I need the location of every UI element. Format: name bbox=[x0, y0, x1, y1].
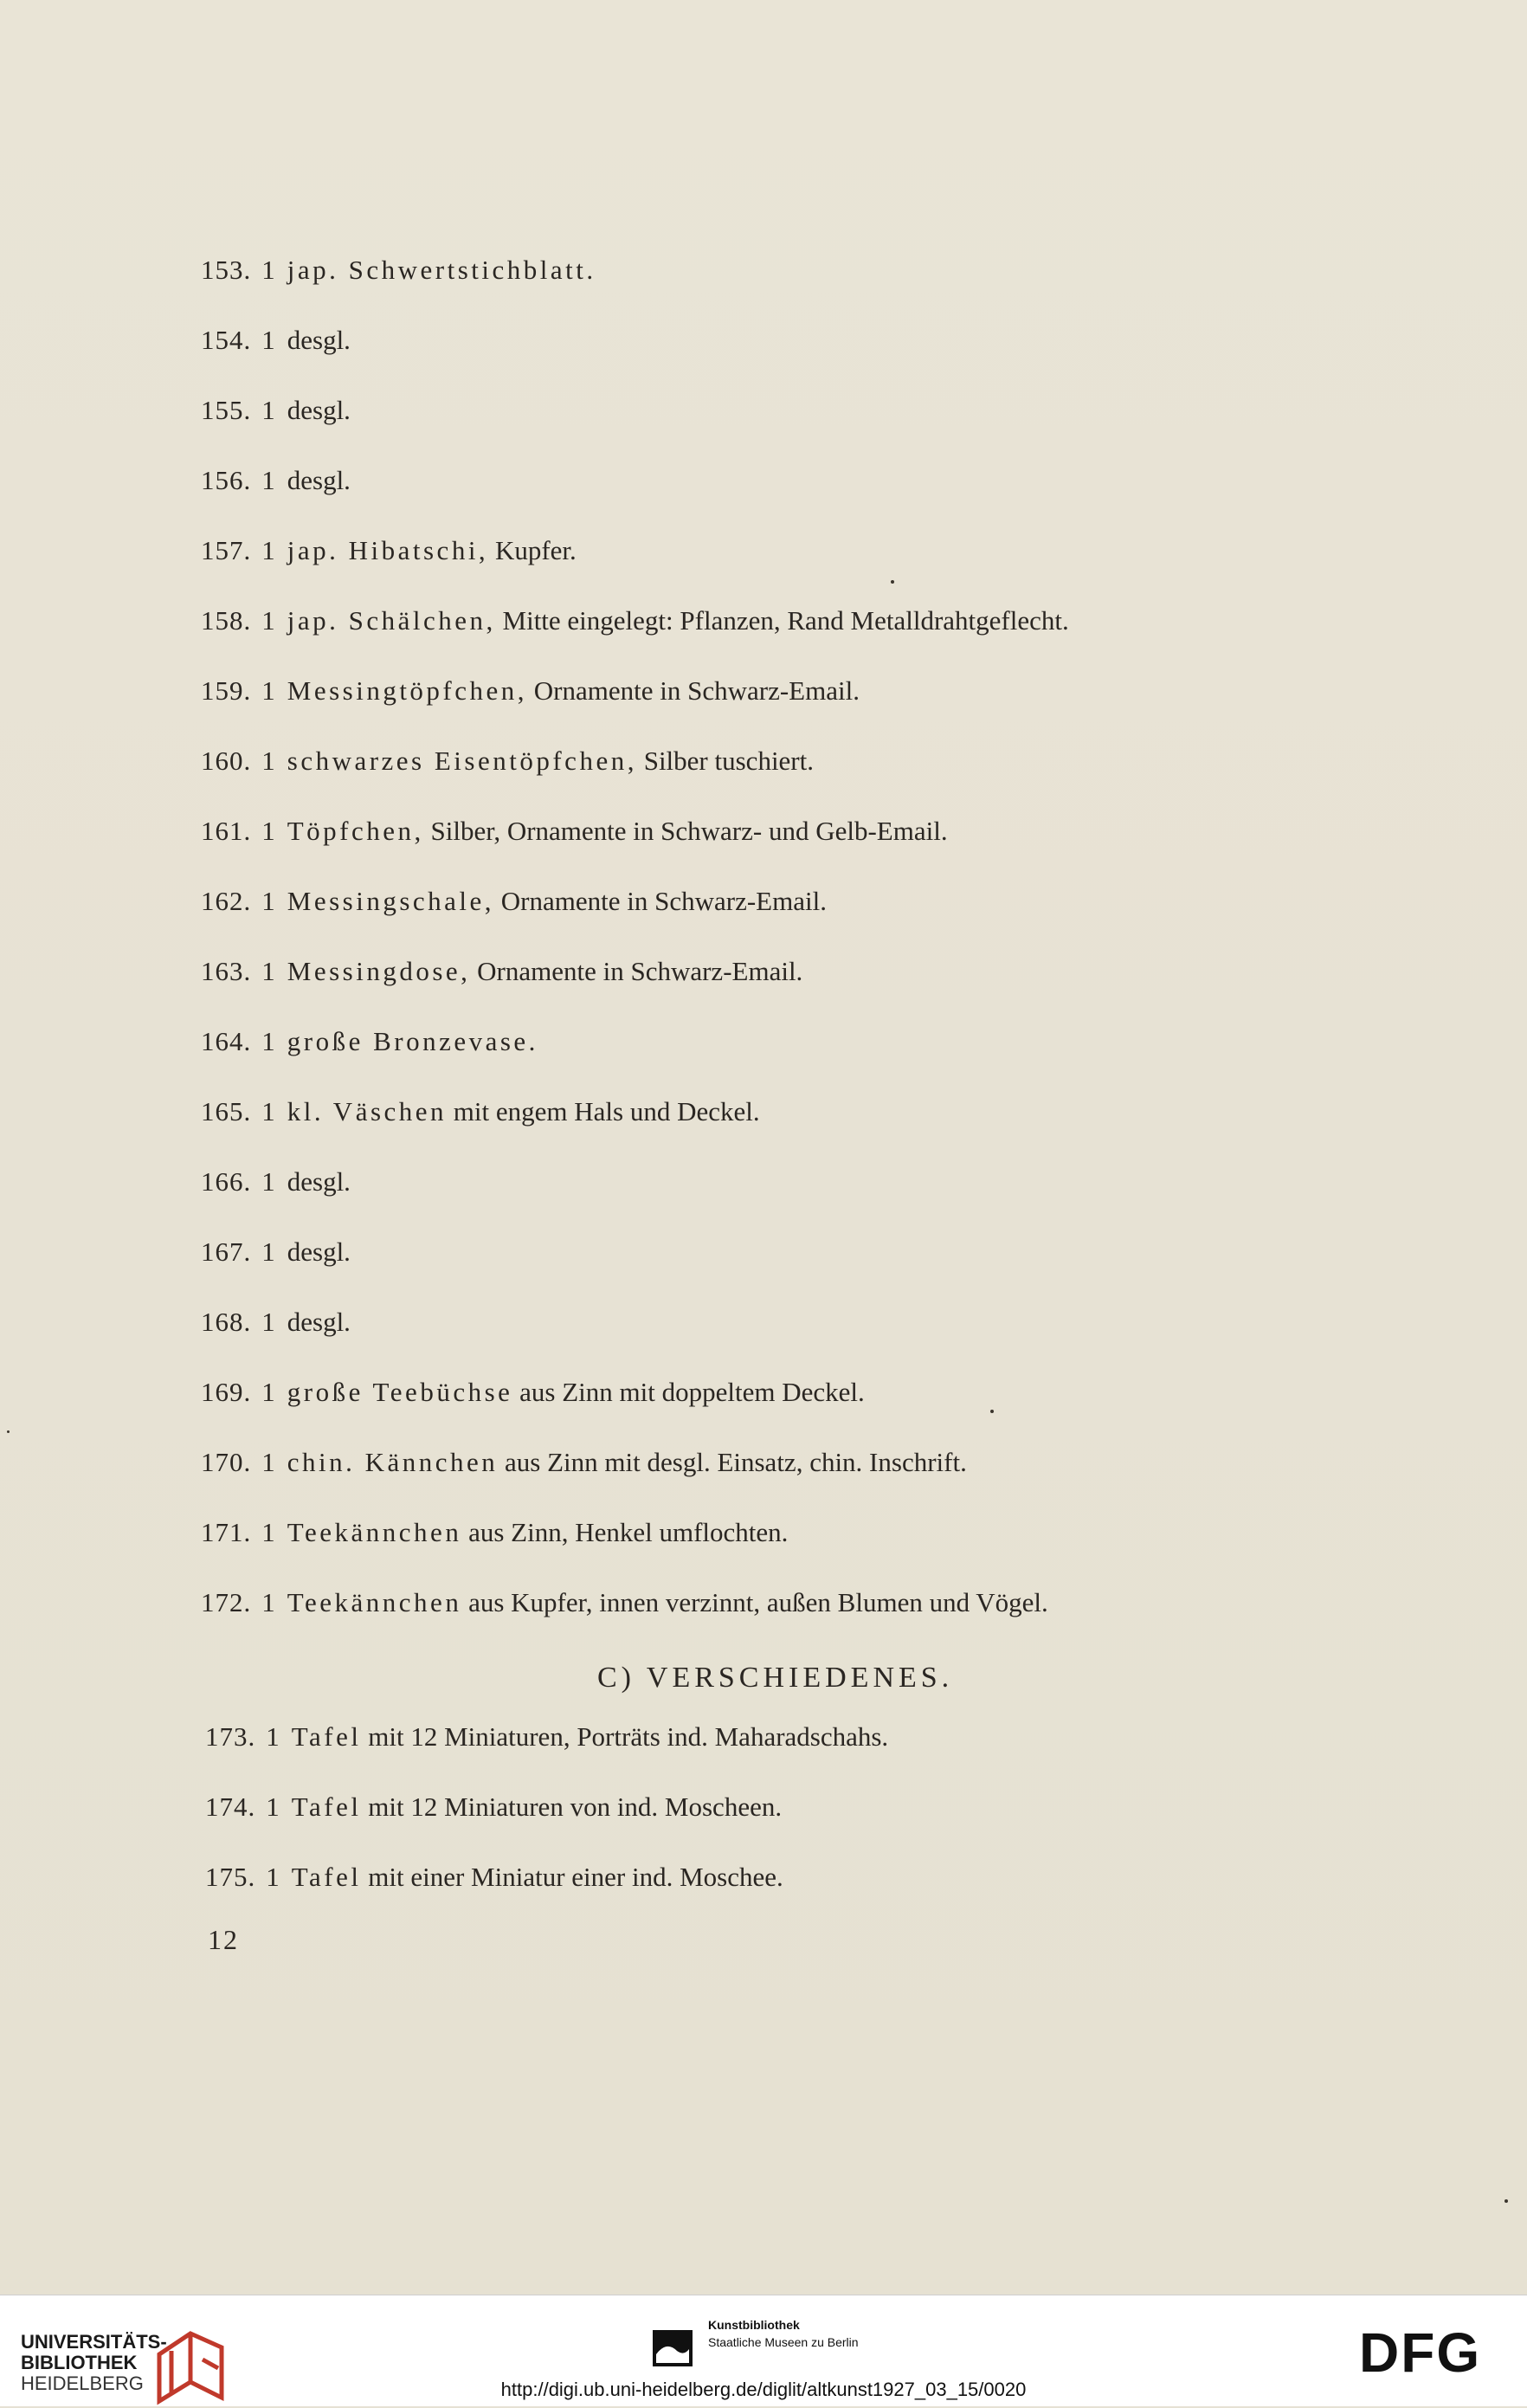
entry-quantity: 1 bbox=[261, 1447, 275, 1477]
entry-number: 166. bbox=[201, 1166, 252, 1197]
kunstbibliothek-mark-icon bbox=[651, 2328, 694, 2368]
paper-speck bbox=[990, 1410, 994, 1413]
entry-title-spaced: kl. Väschen bbox=[287, 1096, 448, 1127]
paper-speck bbox=[7, 1430, 10, 1433]
catalog-entry bbox=[201, 320, 1395, 390]
catalog-entry bbox=[205, 1856, 1400, 1927]
catalog-entry bbox=[201, 881, 1395, 951]
entry-number: 175. bbox=[205, 1862, 256, 1892]
catalog-entry bbox=[201, 1442, 1395, 1512]
entry-quantity: 1 bbox=[261, 1587, 275, 1617]
catalog-entry bbox=[201, 1512, 1395, 1582]
entry-description: mit einer Miniatur einer ind. Moschee. bbox=[368, 1862, 783, 1892]
entry-title-spaced: Tafel bbox=[291, 1791, 362, 1822]
entry-quantity: 1 bbox=[261, 1096, 275, 1127]
entry-title-spaced: jap. Schwertstichblatt. bbox=[287, 255, 596, 285]
catalog-entry bbox=[201, 600, 1395, 670]
entry-number: 157. bbox=[201, 535, 252, 565]
entry-number: 167. bbox=[201, 1236, 252, 1267]
entry-description: aus Kupfer, innen verzinnt, außen Blumen und Vögel. bbox=[468, 1587, 1048, 1617]
ub-logo-line1: UNIVERSITÄTS- bbox=[21, 2331, 167, 2353]
paper-speck bbox=[1504, 2199, 1508, 2203]
entry-description: mit 12 Miniaturen, Porträts ind. Maharadschahs. bbox=[368, 1721, 889, 1752]
catalog-section-list bbox=[205, 1716, 1400, 1927]
entry-description: desgl. bbox=[287, 1236, 351, 1267]
entry-title-spaced: große Bronzevase. bbox=[287, 1026, 538, 1056]
ub-logo-line2: BIBLIOTHEK bbox=[21, 2352, 138, 2373]
entry-number: 173. bbox=[205, 1721, 256, 1752]
entry-quantity: 1 bbox=[261, 746, 275, 776]
entry-description: Ornamente in Schwarz-Email. bbox=[533, 675, 860, 706]
entry-description: mit engem Hals und Deckel. bbox=[453, 1096, 760, 1127]
catalog-entry bbox=[201, 951, 1395, 1021]
entry-number: 153. bbox=[201, 255, 252, 285]
digitization-footer bbox=[0, 2295, 1527, 2406]
entry-quantity: 1 bbox=[261, 255, 275, 285]
catalog-entry bbox=[205, 1786, 1400, 1856]
entry-number: 174. bbox=[205, 1791, 256, 1822]
catalog-entry bbox=[201, 1021, 1395, 1091]
page-number: 12 bbox=[208, 1924, 239, 1955]
entry-title-spaced: chin. Kännchen bbox=[287, 1447, 499, 1477]
entry-quantity: 1 bbox=[266, 1862, 280, 1892]
catalog-entry bbox=[205, 1716, 1400, 1786]
catalog-entry-list bbox=[201, 249, 1395, 1652]
entry-description: desgl. bbox=[287, 395, 351, 425]
entry-description: mit 12 Miniaturen von ind. Moscheen. bbox=[368, 1791, 783, 1822]
entry-number: 170. bbox=[201, 1447, 252, 1477]
catalog-entry bbox=[201, 1301, 1395, 1372]
entry-description: aus Zinn mit doppeltem Deckel. bbox=[519, 1377, 865, 1407]
entry-title-spaced: Tafel bbox=[291, 1862, 362, 1892]
catalog-entry bbox=[201, 249, 1395, 320]
entry-description: desgl. bbox=[287, 325, 351, 355]
entry-number: 165. bbox=[201, 1096, 252, 1127]
entry-quantity: 1 bbox=[261, 465, 275, 495]
paper-speck bbox=[891, 580, 894, 584]
catalog-entry bbox=[201, 670, 1395, 740]
entry-quantity: 1 bbox=[261, 1377, 275, 1407]
entry-description: Mitte eingelegt: Pflanzen, Rand Metalldrahtgeflecht. bbox=[502, 605, 1069, 636]
entry-description: desgl. bbox=[287, 1166, 351, 1197]
catalog-entry bbox=[201, 1582, 1395, 1652]
entry-description: Ornamente in Schwarz-Email. bbox=[500, 886, 827, 916]
entry-quantity: 1 bbox=[261, 1026, 275, 1056]
catalog-entry bbox=[201, 810, 1395, 881]
entry-description: Silber tuschiert. bbox=[643, 746, 814, 776]
entry-quantity: 1 bbox=[261, 956, 275, 986]
section-heading: C) VERSCHIEDENES. bbox=[597, 1662, 954, 1694]
entry-number: 154. bbox=[201, 325, 252, 355]
catalog-entry bbox=[201, 530, 1395, 600]
entry-number: 160. bbox=[201, 746, 252, 776]
source-url[interactable]: http://digi.ub.uni-heidelberg.de/diglit/altkunst1927_03_15/0020 bbox=[500, 2379, 1027, 2400]
entry-number: 155. bbox=[201, 395, 252, 425]
entry-description: Silber, Ornamente in Schwarz- und Gelb-Email. bbox=[430, 816, 948, 846]
entry-title-spaced: Messingschale, bbox=[287, 886, 495, 916]
entry-description: Kupfer. bbox=[494, 535, 577, 565]
entry-number: 159. bbox=[201, 675, 252, 706]
catalog-entry bbox=[201, 1091, 1395, 1161]
entry-quantity: 1 bbox=[266, 1721, 280, 1752]
entry-quantity: 1 bbox=[261, 886, 275, 916]
entry-title-spaced: große Teebüchse bbox=[287, 1377, 513, 1407]
entry-number: 171. bbox=[201, 1517, 252, 1547]
kunstbibliothek-title: Kunstbibliothek bbox=[708, 2318, 800, 2332]
entry-quantity: 1 bbox=[261, 1307, 275, 1337]
entry-title-spaced: jap. Hibatschi, bbox=[287, 535, 489, 565]
entry-title-spaced: jap. Schälchen, bbox=[287, 605, 496, 636]
entry-quantity: 1 bbox=[261, 535, 275, 565]
catalog-entry bbox=[201, 740, 1395, 810]
entry-description: aus Zinn mit desgl. Einsatz, chin. Inschrift. bbox=[505, 1447, 967, 1477]
catalog-entry bbox=[201, 1372, 1395, 1442]
entry-title-spaced: Töpfchen, bbox=[287, 816, 424, 846]
entry-number: 163. bbox=[201, 956, 252, 986]
entry-quantity: 1 bbox=[261, 1236, 275, 1267]
catalog-entry bbox=[201, 1231, 1395, 1301]
entry-quantity: 1 bbox=[261, 1166, 275, 1197]
entry-number: 169. bbox=[201, 1377, 252, 1407]
entry-description: Ornamente in Schwarz-Email. bbox=[477, 956, 803, 986]
kunstbibliothek-logo[interactable] bbox=[651, 2309, 928, 2370]
entry-number: 162. bbox=[201, 886, 252, 916]
entry-quantity: 1 bbox=[261, 1517, 275, 1547]
entry-quantity: 1 bbox=[261, 816, 275, 846]
entry-quantity: 1 bbox=[266, 1791, 280, 1822]
entry-number: 172. bbox=[201, 1587, 252, 1617]
entry-number: 158. bbox=[201, 605, 252, 636]
kunstbibliothek-subtitle: Staatliche Museen zu Berlin bbox=[708, 2335, 859, 2349]
entry-description: desgl. bbox=[287, 465, 351, 495]
entry-description: aus Zinn, Henkel umflochten. bbox=[468, 1517, 789, 1547]
entry-title-spaced: Teekännchen bbox=[287, 1517, 462, 1547]
dfg-logo[interactable]: DFG bbox=[1359, 2321, 1482, 2384]
entry-number: 168. bbox=[201, 1307, 252, 1337]
entry-quantity: 1 bbox=[261, 675, 275, 706]
entry-title-spaced: Teekännchen bbox=[287, 1587, 462, 1617]
catalog-entry bbox=[201, 390, 1395, 460]
entry-quantity: 1 bbox=[261, 325, 275, 355]
entry-title-spaced: Messingtöpfchen, bbox=[287, 675, 528, 706]
catalog-entry bbox=[201, 460, 1395, 530]
entry-number: 161. bbox=[201, 816, 252, 846]
entry-description: desgl. bbox=[287, 1307, 351, 1337]
entry-number: 156. bbox=[201, 465, 252, 495]
ub-logo-line3: HEIDELBERG bbox=[21, 2372, 144, 2394]
entry-quantity: 1 bbox=[261, 395, 275, 425]
entry-title-spaced: Tafel bbox=[291, 1721, 362, 1752]
catalog-entry bbox=[201, 1161, 1395, 1231]
entry-quantity: 1 bbox=[261, 605, 275, 636]
entry-number: 164. bbox=[201, 1026, 252, 1056]
entry-title-spaced: Messingdose, bbox=[287, 956, 471, 986]
entry-title-spaced: schwarzes Eisentöpfchen, bbox=[287, 746, 637, 776]
